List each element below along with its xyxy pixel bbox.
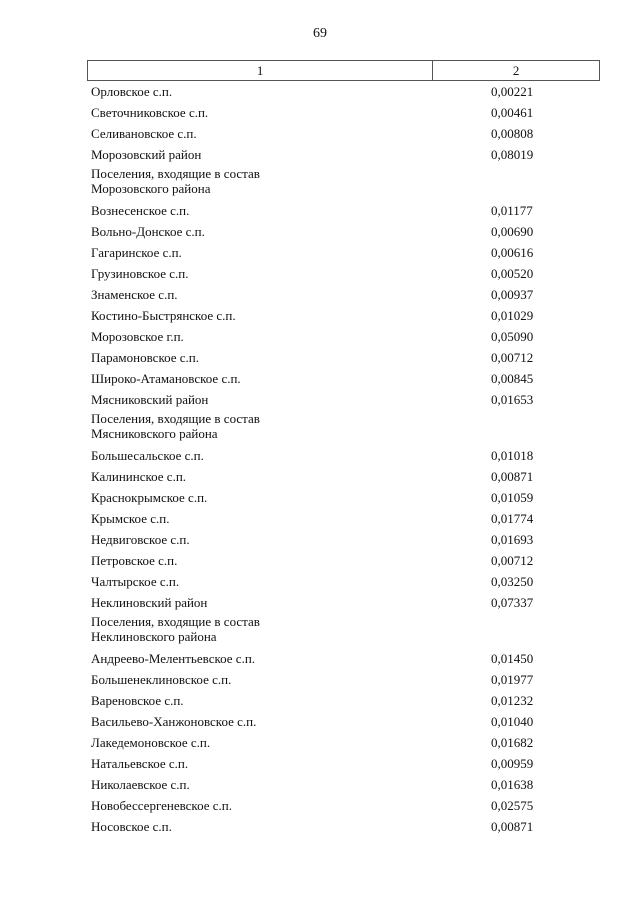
- settlement-name: Костино-Быстрянское с.п.: [91, 308, 236, 323]
- table-row: [87, 508, 600, 529]
- coefficient-value: 0,03250: [491, 574, 534, 589]
- table-row: [87, 242, 600, 263]
- settlement-name: Морозовское г.п.: [91, 329, 184, 344]
- coefficient-value: 0,00808: [491, 126, 534, 141]
- settlement-name: Широко-Атамановское с.п.: [91, 371, 241, 386]
- settlement-name: Натальевское с.п.: [91, 756, 189, 771]
- coefficient-value: 0,01018: [491, 448, 534, 463]
- coefficient-value: 0,00959: [491, 756, 534, 771]
- table-row: [87, 753, 600, 774]
- table-row: [87, 144, 600, 165]
- settlement-name: Светочниковское с.п.: [91, 105, 209, 120]
- settlement-name: Лакедемоновское с.п.: [91, 735, 211, 750]
- coefficient-value: [433, 411, 599, 441]
- coefficient-value: 0,01029: [491, 308, 534, 323]
- coefficient-value: 0,00461: [491, 105, 534, 120]
- table-row: [87, 305, 600, 326]
- table-row: [87, 529, 600, 550]
- settlement-name: Мясниковский район: [91, 392, 209, 407]
- allocation-table: [87, 60, 600, 837]
- table-row: [87, 613, 600, 648]
- table-row: [87, 816, 600, 837]
- settlement-name: Неклиновский район: [91, 595, 208, 610]
- coefficient-value: 0,01450: [491, 651, 534, 666]
- coefficient-value: 0,01059: [491, 490, 534, 505]
- table-row: [87, 165, 600, 200]
- settlement-name: Вареновское с.п.: [91, 693, 184, 708]
- coefficient-value: 0,00221: [491, 84, 534, 99]
- table-row: [87, 592, 600, 613]
- settlement-name: Носовское с.п.: [91, 819, 172, 834]
- settlement-name: Поселения, входящие в состав Мясниковского района: [91, 411, 260, 441]
- table-row: [87, 123, 600, 144]
- settlement-name: Гагаринское с.п.: [91, 245, 182, 260]
- settlement-name: Большесальское с.п.: [91, 448, 204, 463]
- coefficient-value: 0,00871: [491, 469, 534, 484]
- coefficient-value: 0,01774: [491, 511, 534, 526]
- coefficient-value: 0,00520: [491, 266, 534, 281]
- table-row: [87, 445, 600, 466]
- table-row: [87, 711, 600, 732]
- coefficient-value: 0,00690: [491, 224, 534, 239]
- table-row: [87, 795, 600, 816]
- coefficient-value: 0,01040: [491, 714, 534, 729]
- table-row: [87, 221, 600, 242]
- settlement-name: Парамоновское с.п.: [91, 350, 200, 365]
- table-row: [87, 81, 600, 102]
- settlement-name: Петровское с.п.: [91, 553, 178, 568]
- coefficient-value: 0,05090: [491, 329, 534, 344]
- coefficient-value: 0,01693: [491, 532, 534, 547]
- table-row: [87, 550, 600, 571]
- table-header: [87, 60, 600, 81]
- settlement-name: Краснокрымское с.п.: [91, 490, 208, 505]
- coefficient-value: 0,00871: [491, 819, 534, 834]
- settlement-name: Поселения, входящие в состав Неклиновского района: [91, 614, 260, 644]
- settlement-name: Большенеклиновское с.п.: [91, 672, 232, 687]
- page-number: 69: [313, 26, 327, 41]
- coefficient-value: 0,02575: [491, 798, 534, 813]
- settlement-name: Васильево-Ханжоновское с.п.: [91, 714, 257, 729]
- settlement-name: Николаевское с.п.: [91, 777, 190, 792]
- coefficient-value: 0,00712: [491, 553, 534, 568]
- table-row: [87, 200, 600, 221]
- settlement-name: Чалтырское с.п.: [91, 574, 180, 589]
- coefficient-value: 0,01638: [491, 777, 534, 792]
- table-row: [87, 487, 600, 508]
- table-row: [87, 648, 600, 669]
- table-row: [87, 410, 600, 445]
- coefficient-value: [433, 614, 599, 644]
- coefficient-value: 0,08019: [491, 147, 534, 162]
- coefficient-value: 0,07337: [491, 595, 534, 610]
- coefficient-value: 0,01232: [491, 693, 534, 708]
- coefficient-value: 0,01977: [491, 672, 534, 687]
- table-row: [87, 690, 600, 711]
- table-row: [87, 389, 600, 410]
- table-row: [87, 347, 600, 368]
- table-row: [87, 263, 600, 284]
- coefficient-value: 0,01653: [491, 392, 534, 407]
- settlement-name: Поселения, входящие в состав Морозовского района: [91, 166, 260, 196]
- table-row: [87, 368, 600, 389]
- settlement-name: Андреево-Мелентьевское с.п.: [91, 651, 256, 666]
- table-row: [87, 774, 600, 795]
- table-body: [87, 81, 600, 837]
- table-row: [87, 102, 600, 123]
- table-row: [87, 732, 600, 753]
- settlement-name: Знаменское с.п.: [91, 287, 178, 302]
- settlement-name: Селивановское с.п.: [91, 126, 197, 141]
- coefficient-value: [433, 166, 599, 196]
- table-row: [87, 326, 600, 347]
- table-row: [87, 284, 600, 305]
- settlement-name: Орловское с.п.: [91, 84, 173, 99]
- coefficient-value: 0,00937: [491, 287, 534, 302]
- coefficient-value: 0,01177: [491, 203, 533, 218]
- settlement-name: Калининское с.п.: [91, 469, 187, 484]
- settlement-name: Крымское с.п.: [91, 511, 170, 526]
- settlement-name: Грузиновское с.п.: [91, 266, 189, 281]
- coefficient-value: 0,00845: [491, 371, 534, 386]
- settlement-name: Вознесенское с.п.: [91, 203, 190, 218]
- settlement-name: Недвиговское с.п.: [91, 532, 190, 547]
- column-header-1: 1: [88, 61, 433, 80]
- settlement-name: Вольно-Донское с.п.: [91, 224, 205, 239]
- table-row: [87, 669, 600, 690]
- coefficient-value: 0,01682: [491, 735, 534, 750]
- table-row: [87, 466, 600, 487]
- settlement-name: Морозовский район: [91, 147, 202, 162]
- coefficient-value: 0,00616: [491, 245, 534, 260]
- column-header-2: 2: [512, 62, 520, 78]
- table-row: [87, 571, 600, 592]
- coefficient-value: 0,00712: [491, 350, 534, 365]
- settlement-name: Новобессергеневское с.п.: [91, 798, 232, 813]
